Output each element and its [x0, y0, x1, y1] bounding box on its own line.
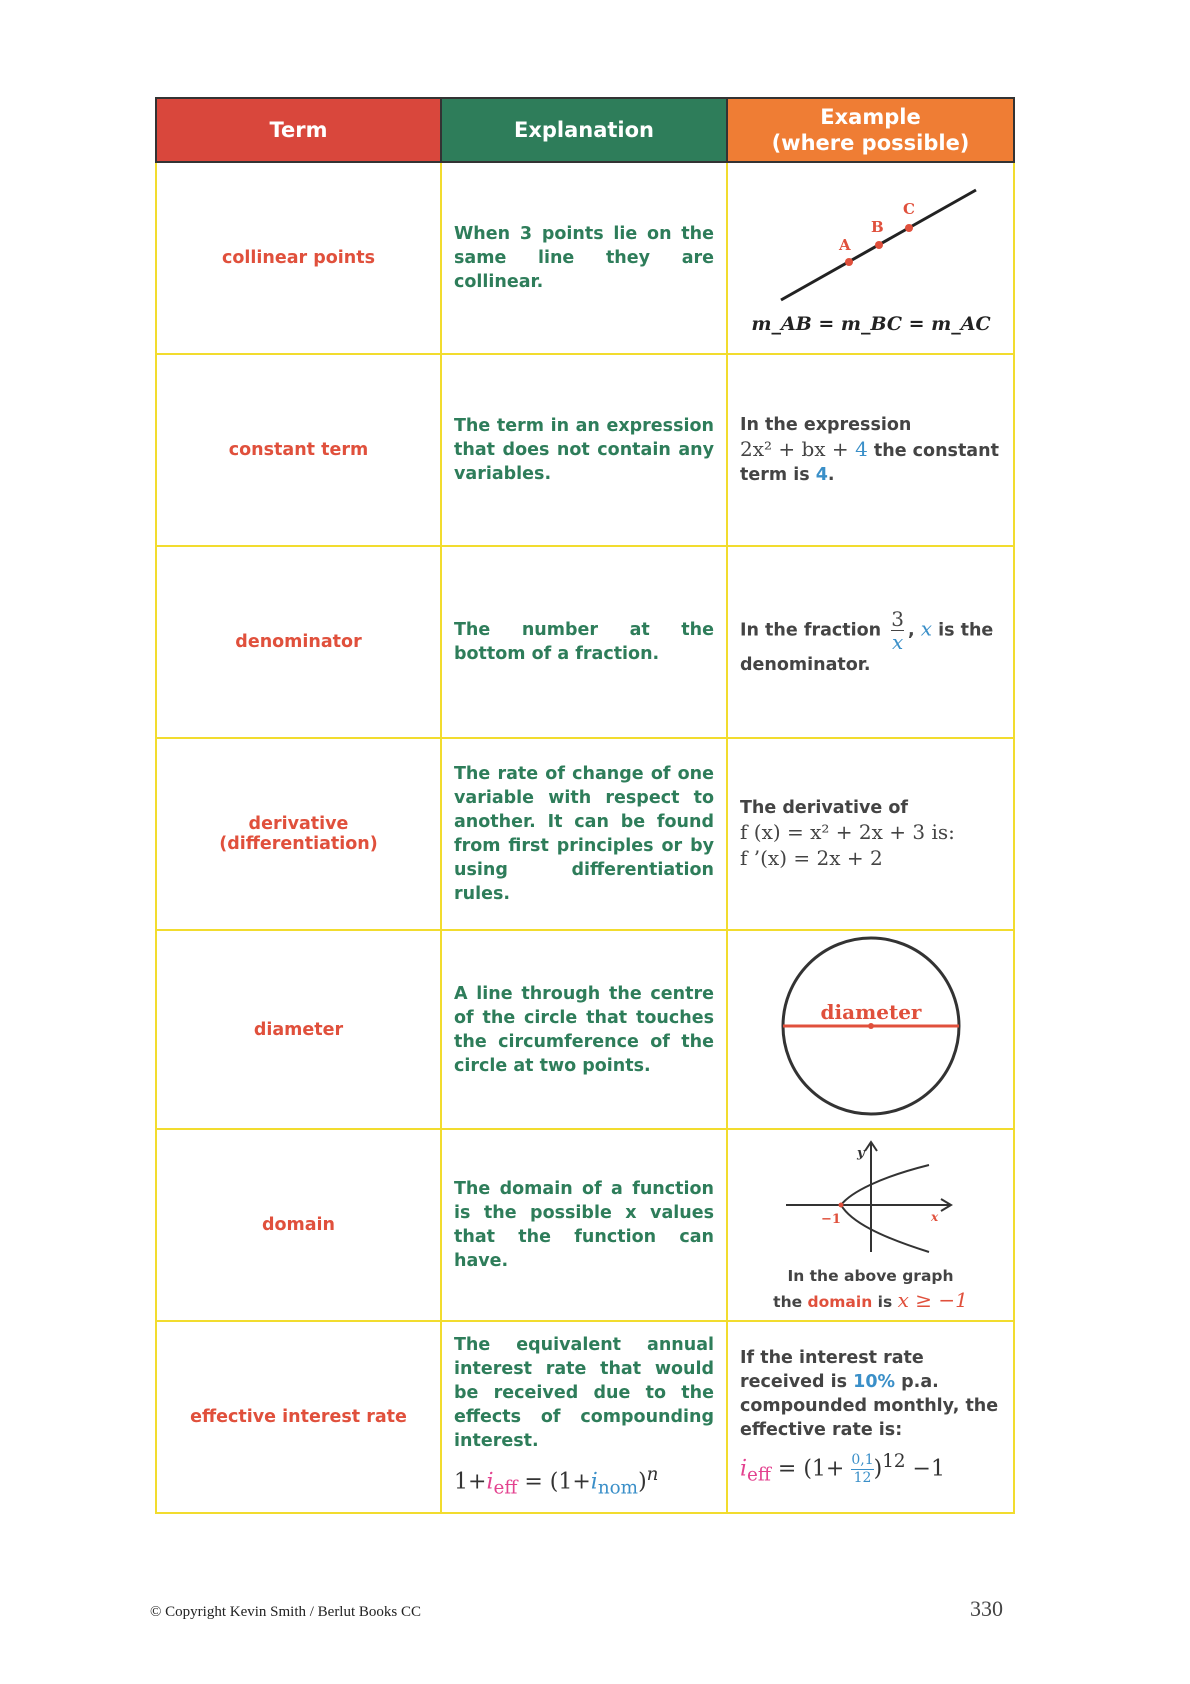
- header-example-line2: (where possible): [771, 131, 970, 155]
- formula-part: nom: [597, 1477, 639, 1499]
- example-cell: [727, 354, 1014, 546]
- table-row: [156, 546, 1014, 738]
- example-cell: [727, 930, 1014, 1129]
- header-explanation: Explanation: [441, 98, 727, 162]
- formula-part: −1: [905, 1456, 945, 1482]
- variable: x: [920, 616, 932, 640]
- formula-part: n: [646, 1464, 659, 1486]
- numerator: 3: [891, 606, 904, 631]
- table-row: [156, 162, 1014, 354]
- formula-part: 12: [882, 1451, 906, 1473]
- effective-rate-formula: [454, 1463, 714, 1501]
- point-c-label: C: [902, 199, 915, 218]
- domain-graph: [781, 1137, 961, 1257]
- example-text: the: [773, 1292, 808, 1311]
- x-axis-label: x: [930, 1209, 938, 1224]
- explanation-cell: A line through the centre of the circle that touches the circumference of the circle at two points.: [441, 930, 727, 1129]
- formula-part: i: [740, 1456, 748, 1482]
- table-row: [156, 1321, 1014, 1513]
- glossary-table: [155, 97, 1015, 1514]
- header-term: Term: [156, 98, 441, 162]
- example-cell: [727, 162, 1014, 354]
- term-cell: effective interest rate: [156, 1321, 441, 1513]
- table-row: [156, 354, 1014, 546]
- point-b-label: B: [870, 217, 884, 236]
- header-example: [727, 98, 1014, 162]
- numerator: 0,1: [851, 1451, 874, 1468]
- example-text: p.a. compounded monthly, the effective rate is:: [740, 1372, 999, 1441]
- function: f (x) = x² + 2x + 3 is:: [740, 820, 955, 844]
- term-cell: collinear points: [156, 162, 441, 354]
- explanation-cell: The term in an expression that does not contain any variables.: [441, 354, 727, 546]
- domain-highlight: domain: [807, 1292, 873, 1311]
- example-formula: [740, 1450, 1001, 1488]
- header-row: [156, 98, 1014, 162]
- example-cell: [727, 546, 1014, 738]
- explanation-cell: The number at the bottom of a fraction.: [441, 546, 727, 738]
- example-cell: [727, 738, 1014, 930]
- explanation-text: The equivalent annual interest rate that would be received due to the effects of compounding interest.: [454, 1335, 714, 1452]
- denominator: x: [891, 629, 904, 654]
- gradient-formula: m_AB = m_BC = m_AC: [750, 312, 991, 335]
- example-text: In the fraction: [740, 620, 888, 640]
- example-text: In the expression: [740, 415, 912, 435]
- punctuation: ,: [907, 620, 921, 640]
- explanation-cell: When 3 points lie on the same line they are collinear.: [441, 162, 727, 354]
- constant-highlight: 4: [855, 437, 868, 461]
- explanation-cell: The rate of change of one variable with respect to another. It can be found from first principles or by using differentiation rules.: [441, 738, 727, 930]
- y-axis-label: y: [856, 1145, 865, 1161]
- table-row: [156, 738, 1014, 930]
- domain-condition: x ≥ −1: [897, 1287, 968, 1312]
- derivative: f ’(x) = 2x + 2: [740, 846, 883, 870]
- formula-part: = (1+: [770, 1456, 852, 1482]
- term-cell: derivative (differentiation): [156, 738, 441, 930]
- fraction: [891, 608, 904, 653]
- page-number: 330: [970, 1596, 1003, 1621]
- example-text: the constant term is: [740, 441, 999, 485]
- explanation-cell: [441, 1321, 727, 1513]
- formula-part: ): [638, 1469, 647, 1495]
- example-cell: [727, 1129, 1014, 1321]
- example-text: is the denominator.: [740, 620, 994, 675]
- expression: 2x² + bx +: [740, 437, 856, 461]
- denominator: 12: [853, 1469, 872, 1486]
- diameter-label: diameter: [820, 1000, 921, 1024]
- table-row: [156, 1129, 1014, 1321]
- term-cell: domain: [156, 1129, 441, 1321]
- formula-part: = (1+: [517, 1469, 591, 1495]
- example-text: If the interest rate received is: [740, 1348, 924, 1393]
- example-text: The derivative of: [740, 798, 908, 818]
- term-cell: denominator: [156, 546, 441, 738]
- circle-diagram: [771, 931, 971, 1121]
- term-cell: diameter: [156, 930, 441, 1129]
- term-cell: constant term: [156, 354, 441, 546]
- explanation-cell: The domain of a function is the possible x values that the function can have.: [441, 1129, 727, 1321]
- formula-part: i: [590, 1469, 598, 1495]
- formula-part: i: [486, 1469, 494, 1495]
- example-cell: [727, 1321, 1014, 1513]
- collinear-diagram: [751, 170, 991, 340]
- formula-part: eff: [493, 1477, 518, 1499]
- rate-highlight: 10%: [853, 1372, 896, 1393]
- tick-label: −1: [820, 1211, 841, 1227]
- punctuation: .: [827, 465, 835, 485]
- example-text: is: [872, 1292, 898, 1311]
- formula-part: 1+: [454, 1469, 487, 1495]
- table-row: [156, 930, 1014, 1129]
- formula-part: eff: [747, 1464, 771, 1486]
- copyright-notice: © Copyright Kevin Smith / Berlut Books CC: [150, 1604, 421, 1620]
- point-a-label: A: [838, 235, 851, 254]
- fraction: [851, 1452, 873, 1487]
- header-example-line1: Example: [820, 105, 921, 129]
- formula-part: ): [873, 1456, 883, 1482]
- constant-value: 4: [815, 465, 828, 485]
- example-text: In the above graph: [787, 1266, 954, 1285]
